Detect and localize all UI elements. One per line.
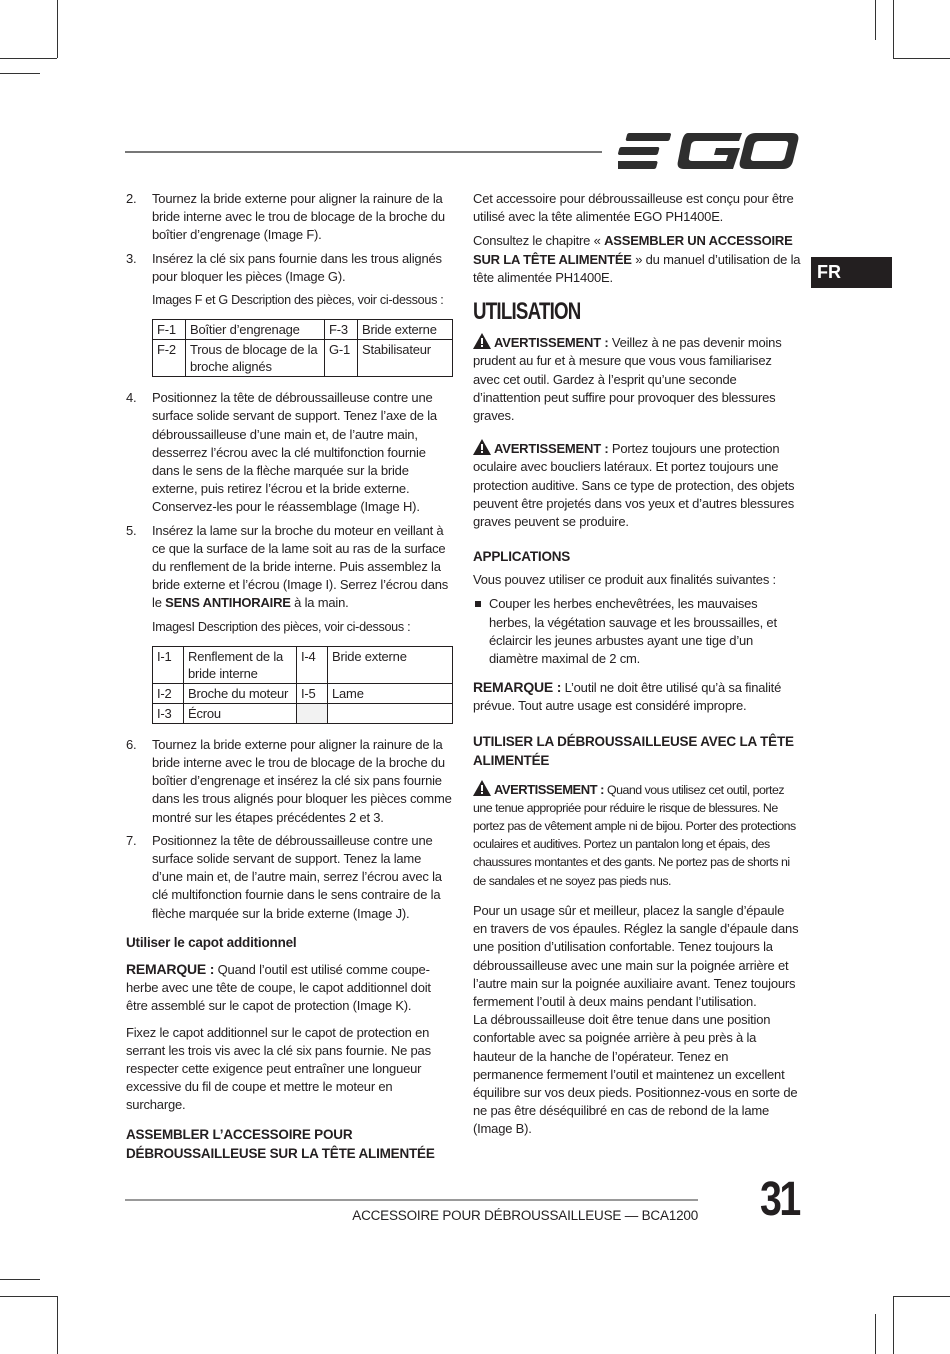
section-heading: APPLICATIONS (473, 549, 571, 565)
paragraph: Fixez le capot additionnel sur le capot de protection en serrant les trois vis avec la clé six pans fournie. Ne pas respecter cette exigence peut entraîner une longueur excessive du fil de coupe et mettre le moteur en surcharge. (126, 1024, 431, 1113)
crop-mark (0, 1296, 57, 1297)
section-heading: UTILISER LA DÉBROUSSAILLEUSE AVEC LA TÊTE ALIMENTÉE (473, 733, 794, 768)
crop-mark (893, 1296, 950, 1297)
list-item: 4. Positionnez la tête de débroussailleuse contre une surface solide servant de support. Tenez l’axe de la débroussailleuse d’une main et, de l’autre main, desserrez l’écrou avec la clé multifonction fournie dans le sens de la flèche marquée sur la bride externe, puis retirez l’écrou et la bride externe. Conservez-les pour le réassemblage (Image H). (126, 390, 437, 515)
table-row: F-2 Trous de blocage de la broche alignés G-1 Stabilisateur (153, 340, 453, 377)
list-item: 7. Positionnez la tête de débroussailleuse contre une surface solide servant de support. Tenez la lame d’une main et, de l’autre main, serrez l’écrou avec la clé multifonction fournie dans le sens contraire de la flèche marquée sur la bride externe (Image J). (126, 832, 442, 921)
table-row: I-3 Écrou (153, 703, 453, 723)
footer-rule (125, 1199, 698, 1201)
header-rule (125, 151, 602, 153)
list-item: 5. Insérez la lame sur la broche du moteur en veillant à ce que la surface de la lame soit au ras de la surface du renflement de la bride interne. Puis assemblez la bride externe et l’écrou (Image I). Serrez l’écrou dans le SENS ANTIHORAIRE à la main. (126, 522, 449, 611)
section-heading: ASSEMBLER L’ACCESSOIRE POUR DÉBROUSSAILLEUSE SUR LA TÊTE ALIMENTÉE (126, 1126, 435, 1161)
brand-logo (618, 131, 800, 171)
page-number: 31 (760, 1173, 799, 1226)
crop-mark (893, 1296, 894, 1354)
list-item: Couper les herbes enchevêtrées, les mauvaises herbes, la végétation sauvage et les broussailles, et éclaircir les jeunes arbustes ayant une tige d’un diamètre maximal de 2 cm. (473, 595, 801, 668)
crop-mark (0, 1279, 40, 1280)
table-row: I-2 Broche du moteur I-5 Lame (153, 683, 453, 703)
crop-mark (893, 58, 950, 59)
parts-table-f-g (152, 319, 453, 377)
crop-mark (0, 73, 40, 74)
warning-paragraph: AVERTISSEMENT : Veillez à ne pas devenir moins prudent au fur et à mesure que vous vous familiarisez avec cet outil. Gardez à l’esprit qu’une seconde d’inattention peut suffire pour provoquer des blessures graves. (473, 335, 782, 424)
note-paragraph: REMARQUE : Quand l’outil est utilisé comme coupe-herbe avec une tête de coupe, le capot additionnel doit être assemblé sur le capot de protection (Image K). (126, 960, 431, 1014)
table-row: I-1 Renflement de la bride interne I-4 Bride externe (153, 646, 453, 683)
table-caption: ImagesI Description des pièces, voir ci-dessous : (152, 619, 411, 634)
list-item: 6. Tournez la bride externe pour aligner la rainure de la bride interne avec le trou de blocage de la broche du boîtier d’engrenage et insérez la clé six pans fournie dans les trous alignés pour bloquer les pièces comme montré sur les étapes précédentes 2 et 3. (126, 736, 452, 825)
right-column (473, 190, 801, 1145)
paragraph: Cet accessoire pour débroussailleuse est conçu pour être utilisé avec la tête alimentée EGO PH1400E. (473, 191, 794, 225)
list-item: 3. Insérez la clé six pans fournie dans les trous alignés pour bloquer les pièces (Image G). (126, 250, 442, 284)
paragraph: Consultez le chapitre « ASSEMBLER UN ACCESSOIRE SUR LA TÊTE ALIMENTÉE » du manuel d’utilisation de la tête alimentée PH1400E. (473, 233, 801, 285)
note-paragraph: REMARQUE : L’outil ne doit être utilisé qu’à sa finalité prévue. Tout autre usage est considéré impropre. (473, 679, 782, 714)
crop-mark (893, 0, 894, 58)
crop-mark (0, 58, 57, 59)
crop-mark (57, 0, 58, 58)
crop-mark (875, 1314, 876, 1354)
language-tab-label: FR (817, 262, 841, 282)
paragraph: Vous pouvez utiliser ce produit aux finalités suivantes : (473, 572, 776, 588)
footer-title: ACCESSOIRE POUR DÉBROUSSAILLEUSE — BCA1200 (352, 1208, 698, 1223)
list-item: 2. Tournez la bride externe pour aligner la rainure de la bride interne avec le trou de blocage de la broche du boîtier d’engrenage (Image F). (126, 191, 445, 243)
section-heading: Utiliser le capot additionnel (126, 934, 297, 950)
warning-icon (473, 439, 491, 455)
parts-table-i (152, 646, 453, 724)
crop-mark (875, 0, 876, 40)
crop-mark (57, 1296, 58, 1354)
left-column (126, 190, 453, 1163)
warning-paragraph: AVERTISSEMENT : Quand vous utilisez cet outil, portez une tenue appropriée pour réduire le risque de blessures. Ne portez pas de vêtement ample ni de bijou. Porter des protections oculaires et auditives. Portez un pantalon long et épais, des chaussures montantes et des gants. Ne portez pas de shorts ni de sandales et ne soyez pas pieds nus. (473, 781, 796, 888)
language-tab (811, 257, 892, 288)
warning-icon (473, 333, 491, 349)
warning-icon (473, 780, 491, 796)
warning-paragraph: AVERTISSEMENT : Portez toujours une protection oculaire avec boucliers latéraux. Et portez toujours une protection auditive. Sans ce type de protection, des objets peuvent être projetés dans vos yeux et d’autres blessures graves peuvent se produire. (473, 441, 795, 530)
table-caption: Images F et G Description des pièces, voir ci-dessous : (152, 293, 444, 308)
section-heading: UTILISATION (473, 298, 581, 326)
paragraph: Pour un usage sûr et meilleur, placez la sangle d’épaule en travers de vos épaules. Réglez la sangle d’épaule dans une position d’utilisation confortable. Tenez toujours la débroussailleuse avec une main sur la poignée arrière et l’autre main sur la poignée auxiliaire avant. Tenez toujours fermement l’outil à deux mains pendant l’utilisation. (473, 902, 799, 1009)
bullet-icon (475, 601, 481, 607)
table-row: F-1 Boîtier d’engrenage F-3 Bride externe (153, 320, 453, 340)
paragraph: La débroussailleuse doit être tenue dans une position confortable avec sa poignée arrière à peu près à la hauteur de la hanche de l’opérateur. Tenez en permanence fermement l’outil et maintenez un excellent équilibre sur vos deux pieds. Positionnez-vous en sorte de ne pas être déséquilibré en cas de rebond de la lame (Image B). (473, 1012, 798, 1137)
